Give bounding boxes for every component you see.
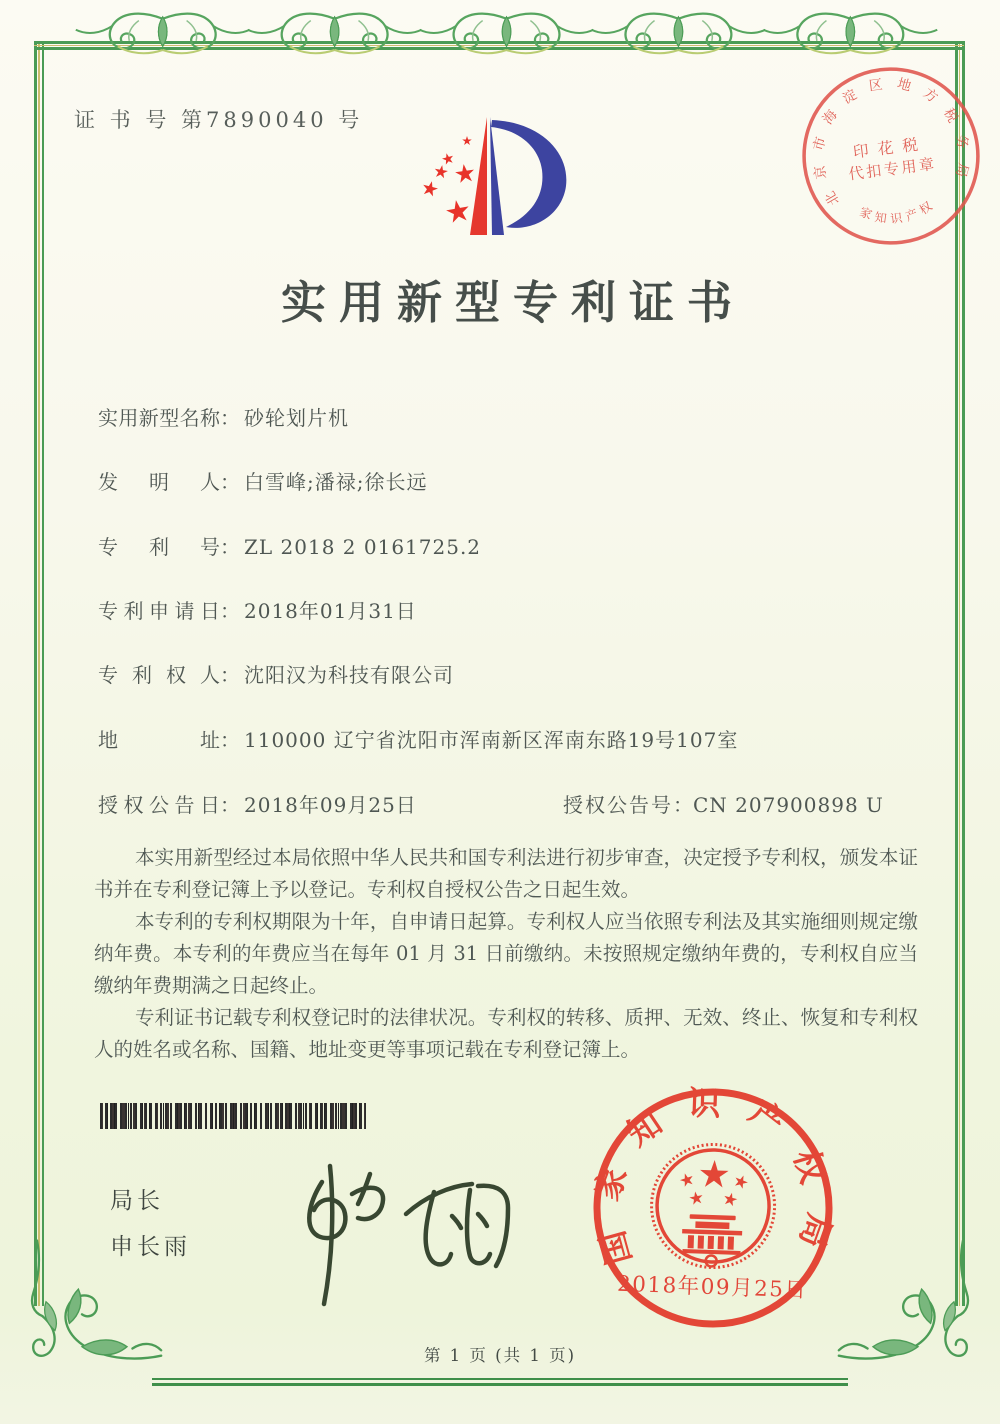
field-colon: ： [220,663,240,687]
officer-block [110,1178,191,1270]
field-value: ZL 2018 2 0161725.2 [244,535,482,559]
officer-title: 局长 [110,1188,164,1214]
frame-left-inner-line [42,41,45,1306]
field-label: 发明人 [98,470,220,494]
seal-arc-text: 国家知识产权局 [585,1083,841,1277]
body-paragraph-3: 专利证书记载专利权登记时的法律状况。专利权的转移、质押、无效、终止、恢复和专利权人的姓名或名称、国籍、地址变更等事项记载在专利登记簿上。 [94,1006,918,1061]
frame-left-line [34,41,37,1306]
certificate-body [94,842,918,1066]
body-paragraph-1: 本实用新型经过本局依照中华人民共和国专利法进行初步审查，决定授予专利权，颁发本证书并在专利登记簿上予以登记。专利权自授权公告之日起生效。 [94,846,918,901]
field-label: 授权公告号 [563,793,673,817]
logo-blue-stripe [490,117,504,235]
field-row-patentee [98,659,454,688]
certificate-number: 证 书 号 第7890040 号 [74,108,364,132]
field-label: 实用新型名称 [98,406,220,430]
field-value: 砂轮划片机 [244,406,349,430]
field-colon: ： [220,728,240,752]
field-value: 沈阳汉为科技有限公司 [244,663,454,687]
tax-stamp-arc-top-text: 北京市海淀区地方税务局 [810,75,972,209]
field-colon: ： [220,599,240,623]
body-paragraph-2: 本专利的专利权期限为十年，自申请日起算。专利权人应当依照专利法及其实施细则规定缴纳年费。本专利的年费应当在每年 01 月 31 日前缴纳。未按照规定缴纳年费的，专利权自应当缴纳年费期满之日起终止。 [94,910,918,997]
field-row-patent-no [98,531,481,560]
field-colon: ： [220,406,240,430]
logo-red-wedge [470,117,487,235]
field-colon: ： [220,535,240,559]
national-emblem [649,1142,776,1269]
field-row-address [98,724,738,753]
field-value: 110000 辽宁省沈阳市浑南新区浑南东路19号107室 [244,728,739,752]
field-label: 授权公告日 [98,793,220,817]
logo-blue-bowl [491,120,566,228]
cnipa-seal [583,1078,843,1338]
field-colon: ： [220,470,240,494]
logo-stars [421,136,475,224]
field-label: 专利申请日 [98,599,220,623]
ornate-top-border [0,0,1000,64]
field-row-grant-no [563,789,884,818]
seal-date: 2018年09月25日 [616,1271,808,1304]
certificate-title: 实用新型专利证书 [280,276,745,329]
tax-stamp-line2: 代扣专用章 [847,154,938,184]
field-value: CN 207900898 U [693,793,884,817]
field-colon: ： [673,793,693,817]
officer-name: 申长雨 [110,1234,191,1260]
field-label: 专利号 [98,535,220,559]
signature-shen-changyu [258,1152,528,1322]
page-number: 第 1 页 (共 1 页) [423,1346,577,1365]
tax-stamp [774,60,987,252]
frame-left-gold-line [38,41,40,1306]
cnipa-logo [408,100,618,248]
frame-bottom-line-2 [152,1383,848,1386]
field-colon: ： [220,793,240,817]
field-label: 地址 [98,728,220,752]
field-row-name [98,402,349,431]
tax-stamp-line1: 印花税 [851,133,928,162]
field-row-inventor [98,466,427,495]
field-value: 2018年09月25日 [244,793,417,817]
frame-bottom-line-1 [152,1378,848,1380]
field-label: 专利权人 [98,663,220,687]
field-row-filing-date [98,595,417,624]
field-row-grant-date [98,789,417,818]
barcode [100,1103,366,1129]
field-value: 2018年01月31日 [244,599,417,623]
tax-stamp-arc-bottom-text: 国家知识产权局 [774,60,939,227]
field-value: 白雪峰;潘禄;徐长远 [244,470,428,494]
